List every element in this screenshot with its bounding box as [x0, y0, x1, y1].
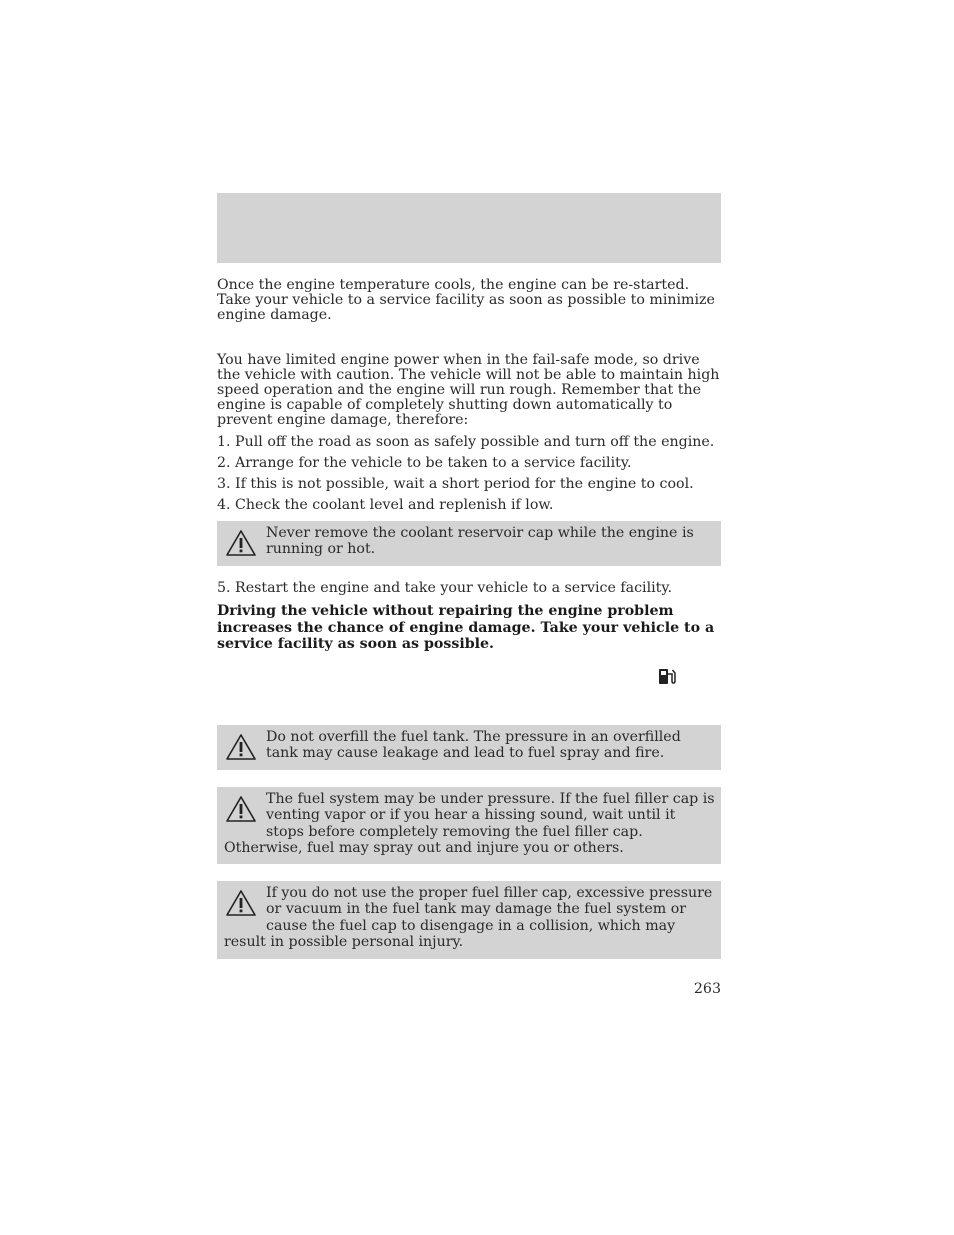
step-5: 5. Restart the engine and take your vehicle to a service facility. [217, 580, 673, 596]
bold-note: Driving the vehicle without repairing the engine problem increases the chance of engine damage. Take your vehicle to a service facility as soon as possible. [217, 603, 715, 652]
warning-triangle-icon [224, 732, 258, 762]
warning-triangle-icon [224, 888, 258, 918]
warning-filler-cap-text: If you do not use the proper fuel filler cap, excessive pressure or vacuum in the fuel tank may damage the fuel system or cause the fuel cap to disengage in a collision, which may result in possible personal injury. [224, 885, 713, 950]
step-1: 1. Pull off the road as soon as safely possible and turn off the engine. [217, 434, 715, 450]
warning-triangle-icon [224, 528, 258, 558]
warning-filler-cap-box [217, 881, 721, 959]
warning-triangle-icon [224, 794, 258, 824]
warning-overfill-text: Do not overfill the fuel tank. The pressure in an overfilled tank may cause leakage and lead to fuel spray and fire. [266, 729, 681, 762]
page-number: 263 [693, 981, 721, 997]
step-2: 2. Arrange for the vehicle to be taken to a service facility. [217, 455, 632, 471]
section-header-band [217, 193, 721, 263]
warning-overfill-box [217, 725, 721, 770]
intro-paragraph: Once the engine temperature cools, the engine can be re-started. Take your vehicle to a service facility as soon as possible to minimize engine damage. [217, 277, 715, 323]
fuel-pump-icon [657, 666, 677, 686]
step-4: 4. Check the coolant level and replenish if low. [217, 497, 554, 513]
warning-pressure-text: The fuel system may be under pressure. If the fuel filler cap is venting vapor or if you hear a hissing sound, wait until it stops before completely removing the fuel filler cap. Otherwise, fuel may spray out and injure you or others. [224, 791, 715, 856]
warning-coolant-text: Never remove the coolant reservoir cap while the engine is running or hot. [266, 525, 694, 558]
step-3: 3. If this is not possible, wait a short period for the engine to cool. [217, 476, 694, 492]
warning-pressure-box [217, 787, 721, 864]
warning-coolant-box [217, 521, 721, 566]
failsafe-paragraph: You have limited engine power when in the fail-safe mode, so drive the vehicle with caution. The vehicle will not be able to maintain high speed operation and the engine will run rough. Remember that the engine is capable of completely shutting down automatically to prevent engine damage, therefore: [217, 352, 720, 428]
